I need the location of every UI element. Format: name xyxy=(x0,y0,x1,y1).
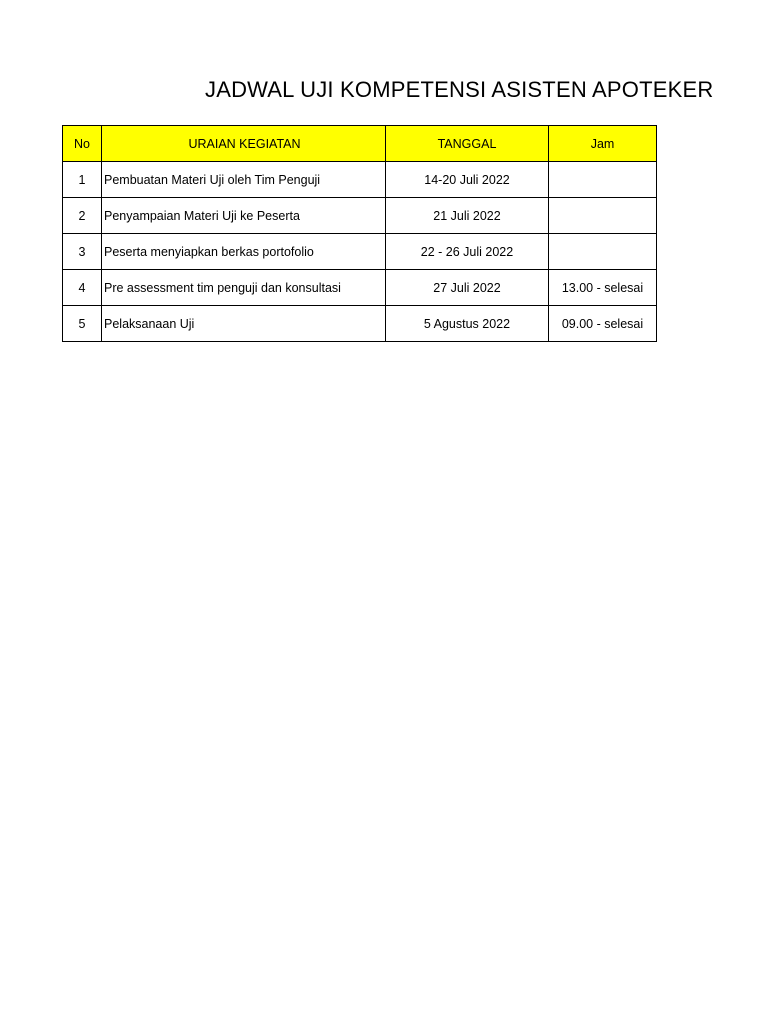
table-row xyxy=(63,234,657,270)
table-row xyxy=(63,270,657,306)
row-date: 22 - 26 Juli 2022 xyxy=(386,234,549,270)
row-activity: Peserta menyiapkan berkas portofolio xyxy=(102,234,386,270)
row-no: 2 xyxy=(63,198,102,234)
row-time xyxy=(549,234,657,270)
row-no: 1 xyxy=(63,162,102,198)
row-time: 13.00 - selesai xyxy=(549,270,657,306)
header-date: TANGGAL xyxy=(386,126,549,162)
row-activity: Pelaksanaan Uji xyxy=(102,306,386,342)
row-activity: Pembuatan Materi Uji oleh Tim Penguji xyxy=(102,162,386,198)
row-date: 14-20 Juli 2022 xyxy=(386,162,549,198)
row-date: 5 Agustus 2022 xyxy=(386,306,549,342)
title-container xyxy=(205,74,714,108)
page-title: JADWAL UJI KOMPETENSI ASISTEN APOTEKER xyxy=(205,77,714,102)
header-no: No xyxy=(63,126,102,162)
header-activity: URAIAN KEGIATAN xyxy=(102,126,386,162)
row-time: 09.00 - selesai xyxy=(549,306,657,342)
row-time xyxy=(549,198,657,234)
row-activity: Penyampaian Materi Uji ke Peserta xyxy=(102,198,386,234)
row-date: 21 Juli 2022 xyxy=(386,198,549,234)
row-no: 5 xyxy=(63,306,102,342)
table-row xyxy=(63,162,657,198)
row-activity: Pre assessment tim penguji dan konsultasi xyxy=(102,270,386,306)
row-date: 27 Juli 2022 xyxy=(386,270,549,306)
row-time xyxy=(549,162,657,198)
schedule-table xyxy=(62,125,657,342)
table-header-row xyxy=(63,126,657,162)
table-row xyxy=(63,198,657,234)
header-time: Jam xyxy=(549,126,657,162)
table-row xyxy=(63,306,657,342)
row-no: 4 xyxy=(63,270,102,306)
row-no: 3 xyxy=(63,234,102,270)
